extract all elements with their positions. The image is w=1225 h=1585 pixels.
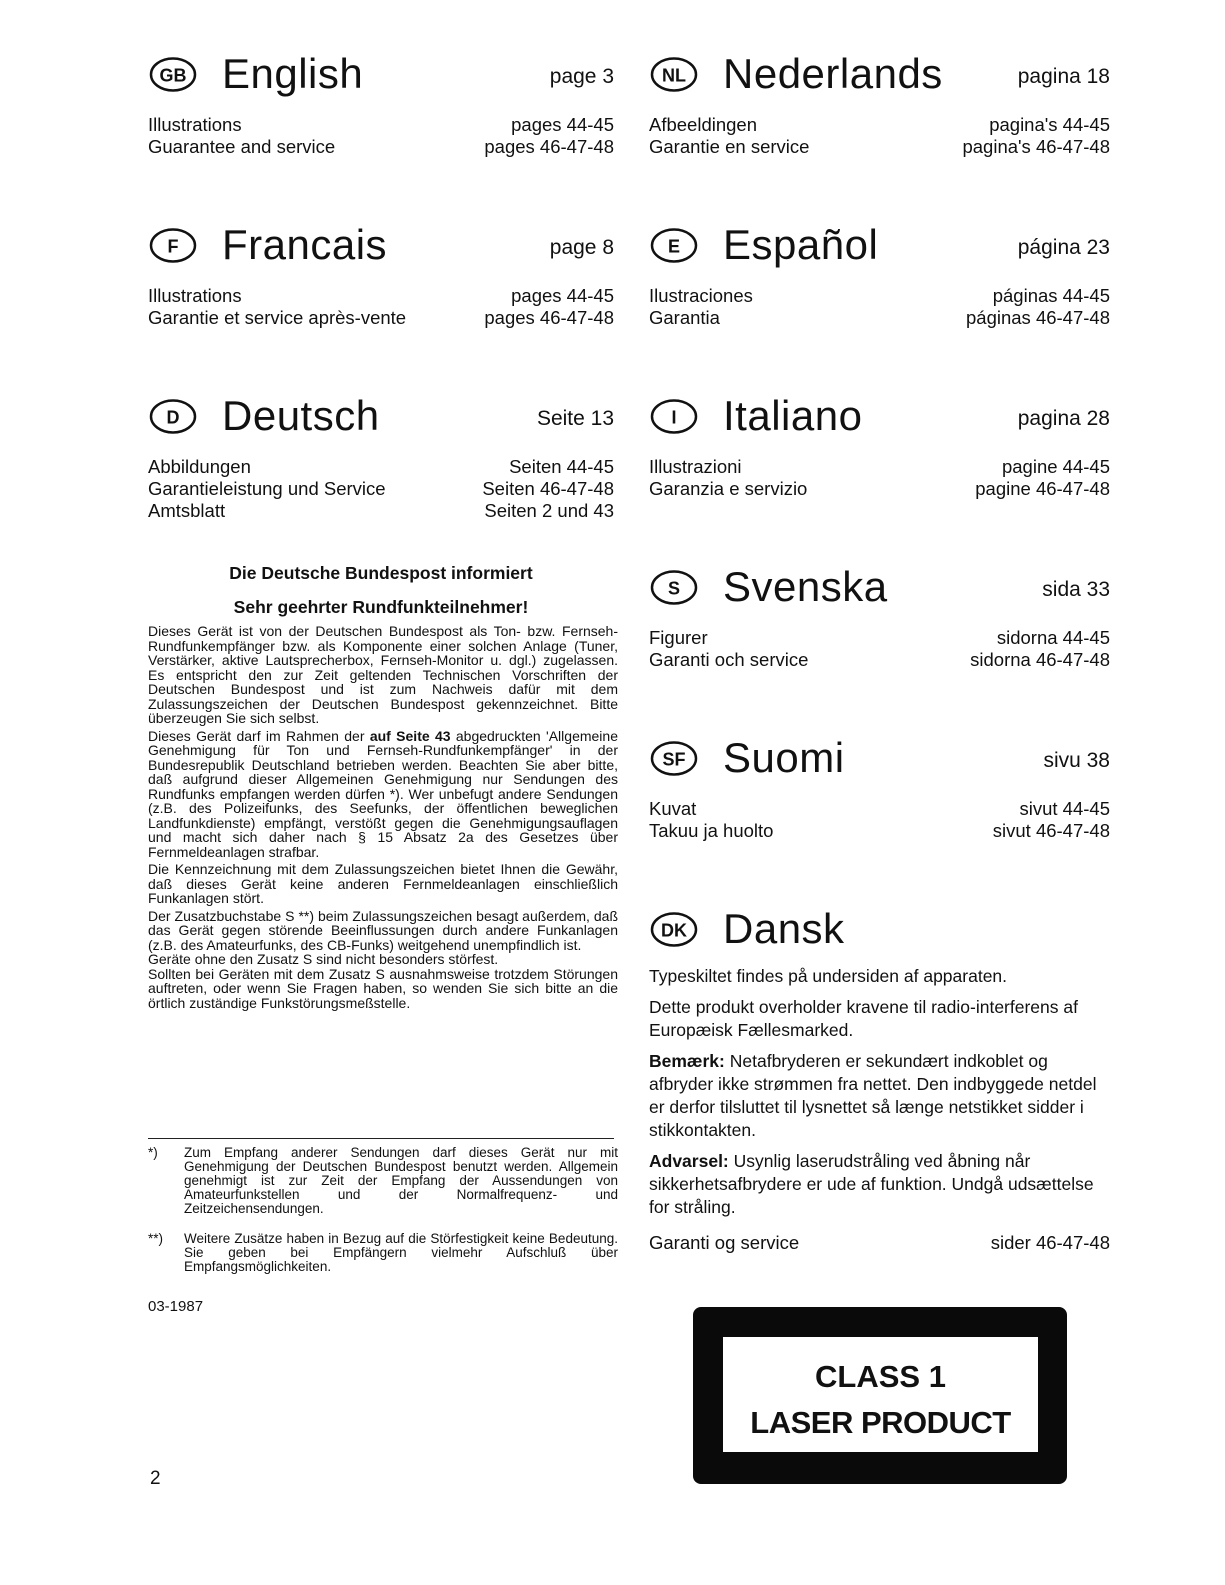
row-pages: pagina's 46-47-48 — [962, 136, 1110, 157]
row-pages: sivut 44-45 — [1019, 798, 1110, 819]
country-badge-icon — [148, 398, 198, 435]
index-row — [649, 456, 1110, 479]
dansk-emphasis: Bemærk: — [649, 1051, 725, 1071]
row-pages: pagine 44-45 — [1001, 456, 1110, 477]
row-label: Abbildungen — [148, 456, 251, 477]
row-label: Ilustraciones — [649, 285, 753, 306]
index-row — [649, 649, 1110, 672]
footnote-divider — [148, 1138, 614, 1139]
row-pages: sidorna 44-45 — [996, 627, 1110, 648]
country-code: NL — [662, 65, 686, 86]
row-label: Illustrazioni — [649, 456, 742, 477]
row-pages: páginas 46-47-48 — [966, 307, 1110, 328]
section-english — [148, 50, 614, 157]
footnote-mark: **) — [148, 1231, 164, 1246]
page-number: 2 — [150, 1468, 161, 1489]
index-row — [649, 285, 1110, 308]
row-pages: pages 44-45 — [511, 285, 614, 306]
section-deutsch — [148, 392, 614, 521]
country-code: I — [671, 407, 677, 428]
laser-label-panel — [723, 1337, 1038, 1452]
dansk-emphasis: Advarsel: — [649, 1151, 729, 1171]
dansk-paragraph: Bemærk: Netafbryderen er sekundært indkoblet og afbryder ikke strømmen fra nettet. Den indbyggede netdel er derfor tilsluttet til lysnettet så længe netstikket sidder i stikkontakten. — [649, 1051, 1097, 1140]
row-label: Garanti och service — [649, 649, 809, 670]
notice-paragraph: Der Zusatzbuchstabe S **) beim Zulassungszeichen besagt außerdem, daß das Gerät gegen störende Beeinflussungen durch andere Funkanlagen (z.B. des Amateurfunks, des CB-Funks) weitgehend unempfindlich ist. — [148, 907, 618, 953]
section-nederlands — [649, 50, 1110, 157]
notice-paragraph: Dieses Gerät darf im Rahmen der auf Seite 43 abgedruckten 'Allgemeine Genehmigung für Ton und Fernseh-Rundfunkempfänger' in der Bundesrepublik Deutschland betrieben werden. Beachten Sie aber bitte, daß aufgrund dieser Allgemeinen Genehmigung nur Sendungen des Rundfunks empfangen werden dürfen *). Wer unbefugt andere Sendungen (z.B. des Polizeifunks, des Seefunks, der öffentlichen beweglichen Landfunkdienste) empfängt, verstößt gegen die Genehmigungsauflagen und macht sich daher nach § 15 Absatz 2a des Gesetzes über Fernmeldeanlagen strafbar. — [148, 727, 618, 860]
language-name: Deutsch — [222, 392, 380, 439]
row-label: Figurer — [649, 627, 708, 648]
country-code: S — [667, 578, 681, 599]
country-badge-icon — [649, 227, 699, 264]
notice-subheading: Sehr geehrter Rundfunkteilnehmer! — [233, 597, 529, 617]
laser-class-text: CLASS 1 — [815, 1359, 946, 1394]
row-pages: pages 46-47-48 — [484, 307, 614, 328]
dansk-paragraph: Typeskiltet findes på undersiden af apparaten. — [649, 966, 1008, 986]
row-label: Afbeeldingen — [649, 114, 758, 135]
row-label: Garanzia e servizio — [649, 478, 808, 499]
row-pages: Seiten 2 und 43 — [484, 500, 614, 521]
country-badge-icon — [649, 911, 699, 948]
country-code: SF — [662, 749, 686, 770]
language-name: Español — [723, 221, 879, 268]
laser-class-label — [693, 1307, 1067, 1484]
country-badge-icon — [649, 398, 699, 435]
row-pages: sider 46-47-48 — [990, 1232, 1110, 1253]
index-row — [148, 285, 614, 308]
row-label: Kuvat — [649, 798, 697, 819]
language-page: pagina 18 — [1017, 65, 1110, 88]
language-page: sivu 38 — [1043, 749, 1110, 772]
section-italiano — [649, 392, 1110, 499]
row-label: Amtsblatt — [148, 500, 226, 521]
row-pages: Seiten 44-45 — [509, 456, 614, 477]
row-pages: sidorna 46-47-48 — [970, 649, 1110, 670]
language-name: Nederlands — [723, 50, 943, 97]
country-code: GB — [159, 65, 187, 86]
row-label: Illustrations — [148, 114, 242, 135]
row-label: Garanti og service — [649, 1232, 800, 1253]
row-label: Garantieleistung und Service — [148, 478, 386, 499]
footnote-1 — [148, 1146, 618, 1216]
index-row — [649, 114, 1110, 137]
index-row — [148, 136, 614, 159]
country-code: F — [167, 236, 179, 257]
country-code: D — [166, 407, 180, 428]
notice-body — [148, 624, 618, 1013]
notice-heading: Die Deutsche Bundespost informiert — [229, 563, 533, 583]
index-row — [148, 114, 614, 137]
index-row — [148, 307, 614, 330]
language-name: Suomi — [723, 734, 845, 781]
language-page: sida 33 — [1042, 578, 1110, 601]
row-label: Guarantee and service — [148, 136, 336, 157]
index-row — [649, 136, 1110, 159]
dansk-paragraph: Advarsel: Usynlig laserudstråling ved åbning når sikkerhetsafbrydere er ude af funktion. Undgå udsættelse for stråling. — [649, 1151, 1094, 1217]
country-badge-icon — [649, 56, 699, 93]
row-pages: pagine 46-47-48 — [975, 478, 1110, 499]
language-page: page 8 — [549, 236, 614, 259]
section-espanol — [649, 221, 1110, 328]
row-label: Illustrations — [148, 285, 242, 306]
notice-paragraph: Geräte ohne den Zusatz S sind nicht besonders störfest. — [148, 951, 499, 967]
row-pages: pages 46-47-48 — [484, 136, 614, 157]
notice-paragraph: Die Kennzeichnung mit dem Zulassungszeichen bietet Ihnen die Gewähr, daß dieses Gerät keine anderen Fernmeldeanlagen einschließlich Funkanlagen stört. — [148, 861, 618, 906]
row-pages: páginas 44-45 — [992, 285, 1110, 306]
row-pages: Seiten 46-47-48 — [482, 478, 614, 499]
language-page: Seite 13 — [536, 407, 614, 430]
row-label: Garantia — [649, 307, 720, 328]
country-code: DK — [661, 920, 687, 941]
footnote-mark: *) — [148, 1145, 158, 1160]
index-row — [649, 627, 1110, 650]
index-row — [148, 500, 614, 523]
row-pages: pagina's 44-45 — [989, 114, 1110, 135]
index-row — [649, 478, 1110, 501]
footnote-text: Zum Empfang anderer Sendungen darf dieses Gerät nur mit Genehmigung der Deutschen Bundespost benutzt werden. Allgemein genehmigt ist zur Zeit der Empfang der Aussendungen von Amateurfunkstellen und der Normalfrequenz- und Zeitzeichensendungen. — [184, 1145, 618, 1216]
country-badge-icon — [649, 740, 699, 777]
index-row — [148, 456, 614, 479]
index-row — [649, 798, 1110, 821]
language-name: English — [222, 50, 364, 97]
country-badge-icon — [148, 227, 198, 264]
notice-emphasis: auf Seite 43 — [369, 727, 451, 744]
print-date: 03-1987 — [148, 1298, 204, 1315]
row-pages: sivut 46-47-48 — [992, 820, 1110, 841]
notice-paragraph: Sollten bei Geräten mit dem Zusatz S ausnahmsweise trotzdem Störungen auftreten, oder wenn Sie Fragen haben, so wenden Sie sich bitte an die örtlich zuständige Funkstörungsmeßstelle. — [148, 965, 618, 1011]
row-pages: pages 44-45 — [511, 114, 614, 135]
section-suomi — [649, 734, 1110, 841]
country-badge-icon — [649, 569, 699, 606]
language-name: Dansk — [723, 905, 845, 952]
language-name: Svenska — [723, 563, 888, 610]
index-row — [649, 1232, 1110, 1255]
dansk-body — [649, 965, 1110, 1227]
section-francais — [148, 221, 614, 328]
row-label: Garantie et service après-vente — [148, 307, 407, 328]
country-code: E — [667, 236, 681, 257]
language-name: Italiano — [723, 392, 863, 439]
index-row — [649, 820, 1110, 843]
laser-product-text: LASER PRODUCT — [750, 1405, 1011, 1440]
language-page: página 23 — [1017, 236, 1110, 259]
language-name: Francais — [222, 221, 388, 268]
row-label: Takuu ja huolto — [649, 820, 774, 841]
country-badge-icon — [148, 56, 198, 93]
index-row — [148, 478, 614, 501]
language-page: pagina 28 — [1017, 407, 1110, 430]
language-page: page 3 — [549, 65, 614, 88]
section-svenska — [649, 563, 1110, 670]
notice-paragraph: Dieses Gerät ist von der Deutschen Bundespost als Ton- bzw. Fernseh-Rundfunkempfänger bzw. als Komponente einer solchen Anlage (Tuner, Verstärker, aktive Lautsprecherbox, Fernseh-Monitor u. dgl.) zugelassen. Es entspricht den zur Zeit geltenden Technischen Vorschriften der Deutschen Bundespost und ist zum Nachweis dafür mit dem Zulassungszeichen der Deutschen Bundespost gekennzeichnet. Bitte überzeugen Sie sich selbst. — [148, 623, 618, 726]
section-dansk — [649, 905, 1110, 1253]
row-label: Garantie en service — [649, 136, 810, 157]
footnote-text: Weitere Zusätze haben in Bezug auf die Störfestigkeit keine Bedeutung. Sie geben bei Empfängern vielmehr Aufschluß über Empfangsmöglichkeiten. — [184, 1231, 618, 1274]
footnote-2 — [148, 1232, 618, 1274]
index-row — [649, 307, 1110, 330]
dansk-paragraph: Dette produkt overholder kravene til radio-interferens af Europæisk Fællesmarked. — [649, 997, 1078, 1040]
